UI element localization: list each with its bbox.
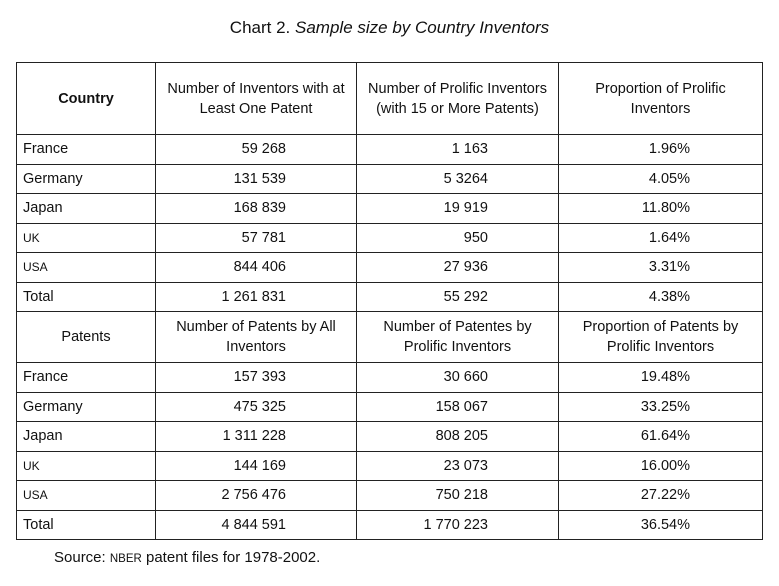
cell-value: 158 067 (357, 392, 559, 422)
row-label: Germany (17, 164, 156, 194)
cell-value: 475 325 (156, 392, 357, 422)
cell-value: 750 218 (357, 481, 559, 511)
header-inventors-one-patent: Number of Inventors with at Least One Patent (156, 63, 357, 135)
table-row (17, 451, 763, 481)
cell-value: 1 770 223 (357, 510, 559, 540)
row-label: USA (17, 253, 156, 283)
cell-value: 19.48% (559, 363, 763, 393)
cell-value: 30 660 (357, 363, 559, 393)
cell-value: 61.64% (559, 422, 763, 452)
header-patents: Patents (17, 312, 156, 363)
sample-size-table (16, 62, 763, 540)
header-patents-all-inventors: Number of Patents by All Inventors (156, 312, 357, 363)
table-row (17, 363, 763, 393)
table-row (17, 481, 763, 511)
cell-value: 1.96% (559, 135, 763, 165)
header-country: Country (17, 63, 156, 135)
chart-title (0, 18, 779, 38)
row-label: France (17, 363, 156, 393)
cell-value: 57 781 (156, 223, 357, 253)
patents-header-row (17, 312, 763, 363)
table-row (17, 194, 763, 224)
row-label: Germany (17, 392, 156, 422)
header-patents-prolific-inventors: Number of Patentes by Prolific Inventors (357, 312, 559, 363)
cell-value: 1.64% (559, 223, 763, 253)
cell-value: 55 292 (357, 282, 559, 312)
cell-value: 33.25% (559, 392, 763, 422)
cell-value: 19 919 (357, 194, 559, 224)
chart-title-italic: Sample size by Country Inventors (295, 18, 550, 37)
row-label: UK (17, 451, 156, 481)
cell-value: 4.05% (559, 164, 763, 194)
source-suffix: patent files for 1978-2002. (146, 549, 321, 566)
source-note (54, 549, 320, 566)
cell-value: 4.38% (559, 282, 763, 312)
cell-value: 3.31% (559, 253, 763, 283)
table-row (17, 135, 763, 165)
row-label: Total (17, 510, 156, 540)
cell-value: 950 (357, 223, 559, 253)
table-row (17, 253, 763, 283)
cell-value: 168 839 (156, 194, 357, 224)
table-row-total (17, 282, 763, 312)
row-label: Japan (17, 194, 156, 224)
cell-value: 1 311 228 (156, 422, 357, 452)
row-label: Total (17, 282, 156, 312)
table-row (17, 223, 763, 253)
header-proportion-prolific: Proportion of Prolific Inventors (559, 63, 763, 135)
cell-value: 808 205 (357, 422, 559, 452)
table-row (17, 164, 763, 194)
cell-value: 157 393 (156, 363, 357, 393)
cell-value: 2 756 476 (156, 481, 357, 511)
cell-value: 16.00% (559, 451, 763, 481)
table-row (17, 392, 763, 422)
row-label: Japan (17, 422, 156, 452)
cell-value: 36.54% (559, 510, 763, 540)
table-row (17, 422, 763, 452)
header-prolific-inventors: Number of Prolific Inventors (with 15 or More Patents) (357, 63, 559, 135)
source-prefix: Source: (54, 549, 106, 566)
cell-value: 144 169 (156, 451, 357, 481)
cell-value: 4 844 591 (156, 510, 357, 540)
cell-value: 1 261 831 (156, 282, 357, 312)
cell-value: 844 406 (156, 253, 357, 283)
cell-value: 11.80% (559, 194, 763, 224)
row-label: USA (17, 481, 156, 511)
cell-value: 5 3264 (357, 164, 559, 194)
row-label: UK (17, 223, 156, 253)
row-label: France (17, 135, 156, 165)
inventors-header-row (17, 63, 763, 135)
source-org: NBER (109, 553, 142, 565)
header-proportion-patents-prolific: Proportion of Patents by Prolific Inventors (559, 312, 763, 363)
cell-value: 131 539 (156, 164, 357, 194)
cell-value: 27 936 (357, 253, 559, 283)
cell-value: 1 163 (357, 135, 559, 165)
cell-value: 23 073 (357, 451, 559, 481)
cell-value: 27.22% (559, 481, 763, 511)
chart-title-prefix: Chart 2. (229, 18, 291, 37)
cell-value: 59 268 (156, 135, 357, 165)
table-row-total (17, 510, 763, 540)
